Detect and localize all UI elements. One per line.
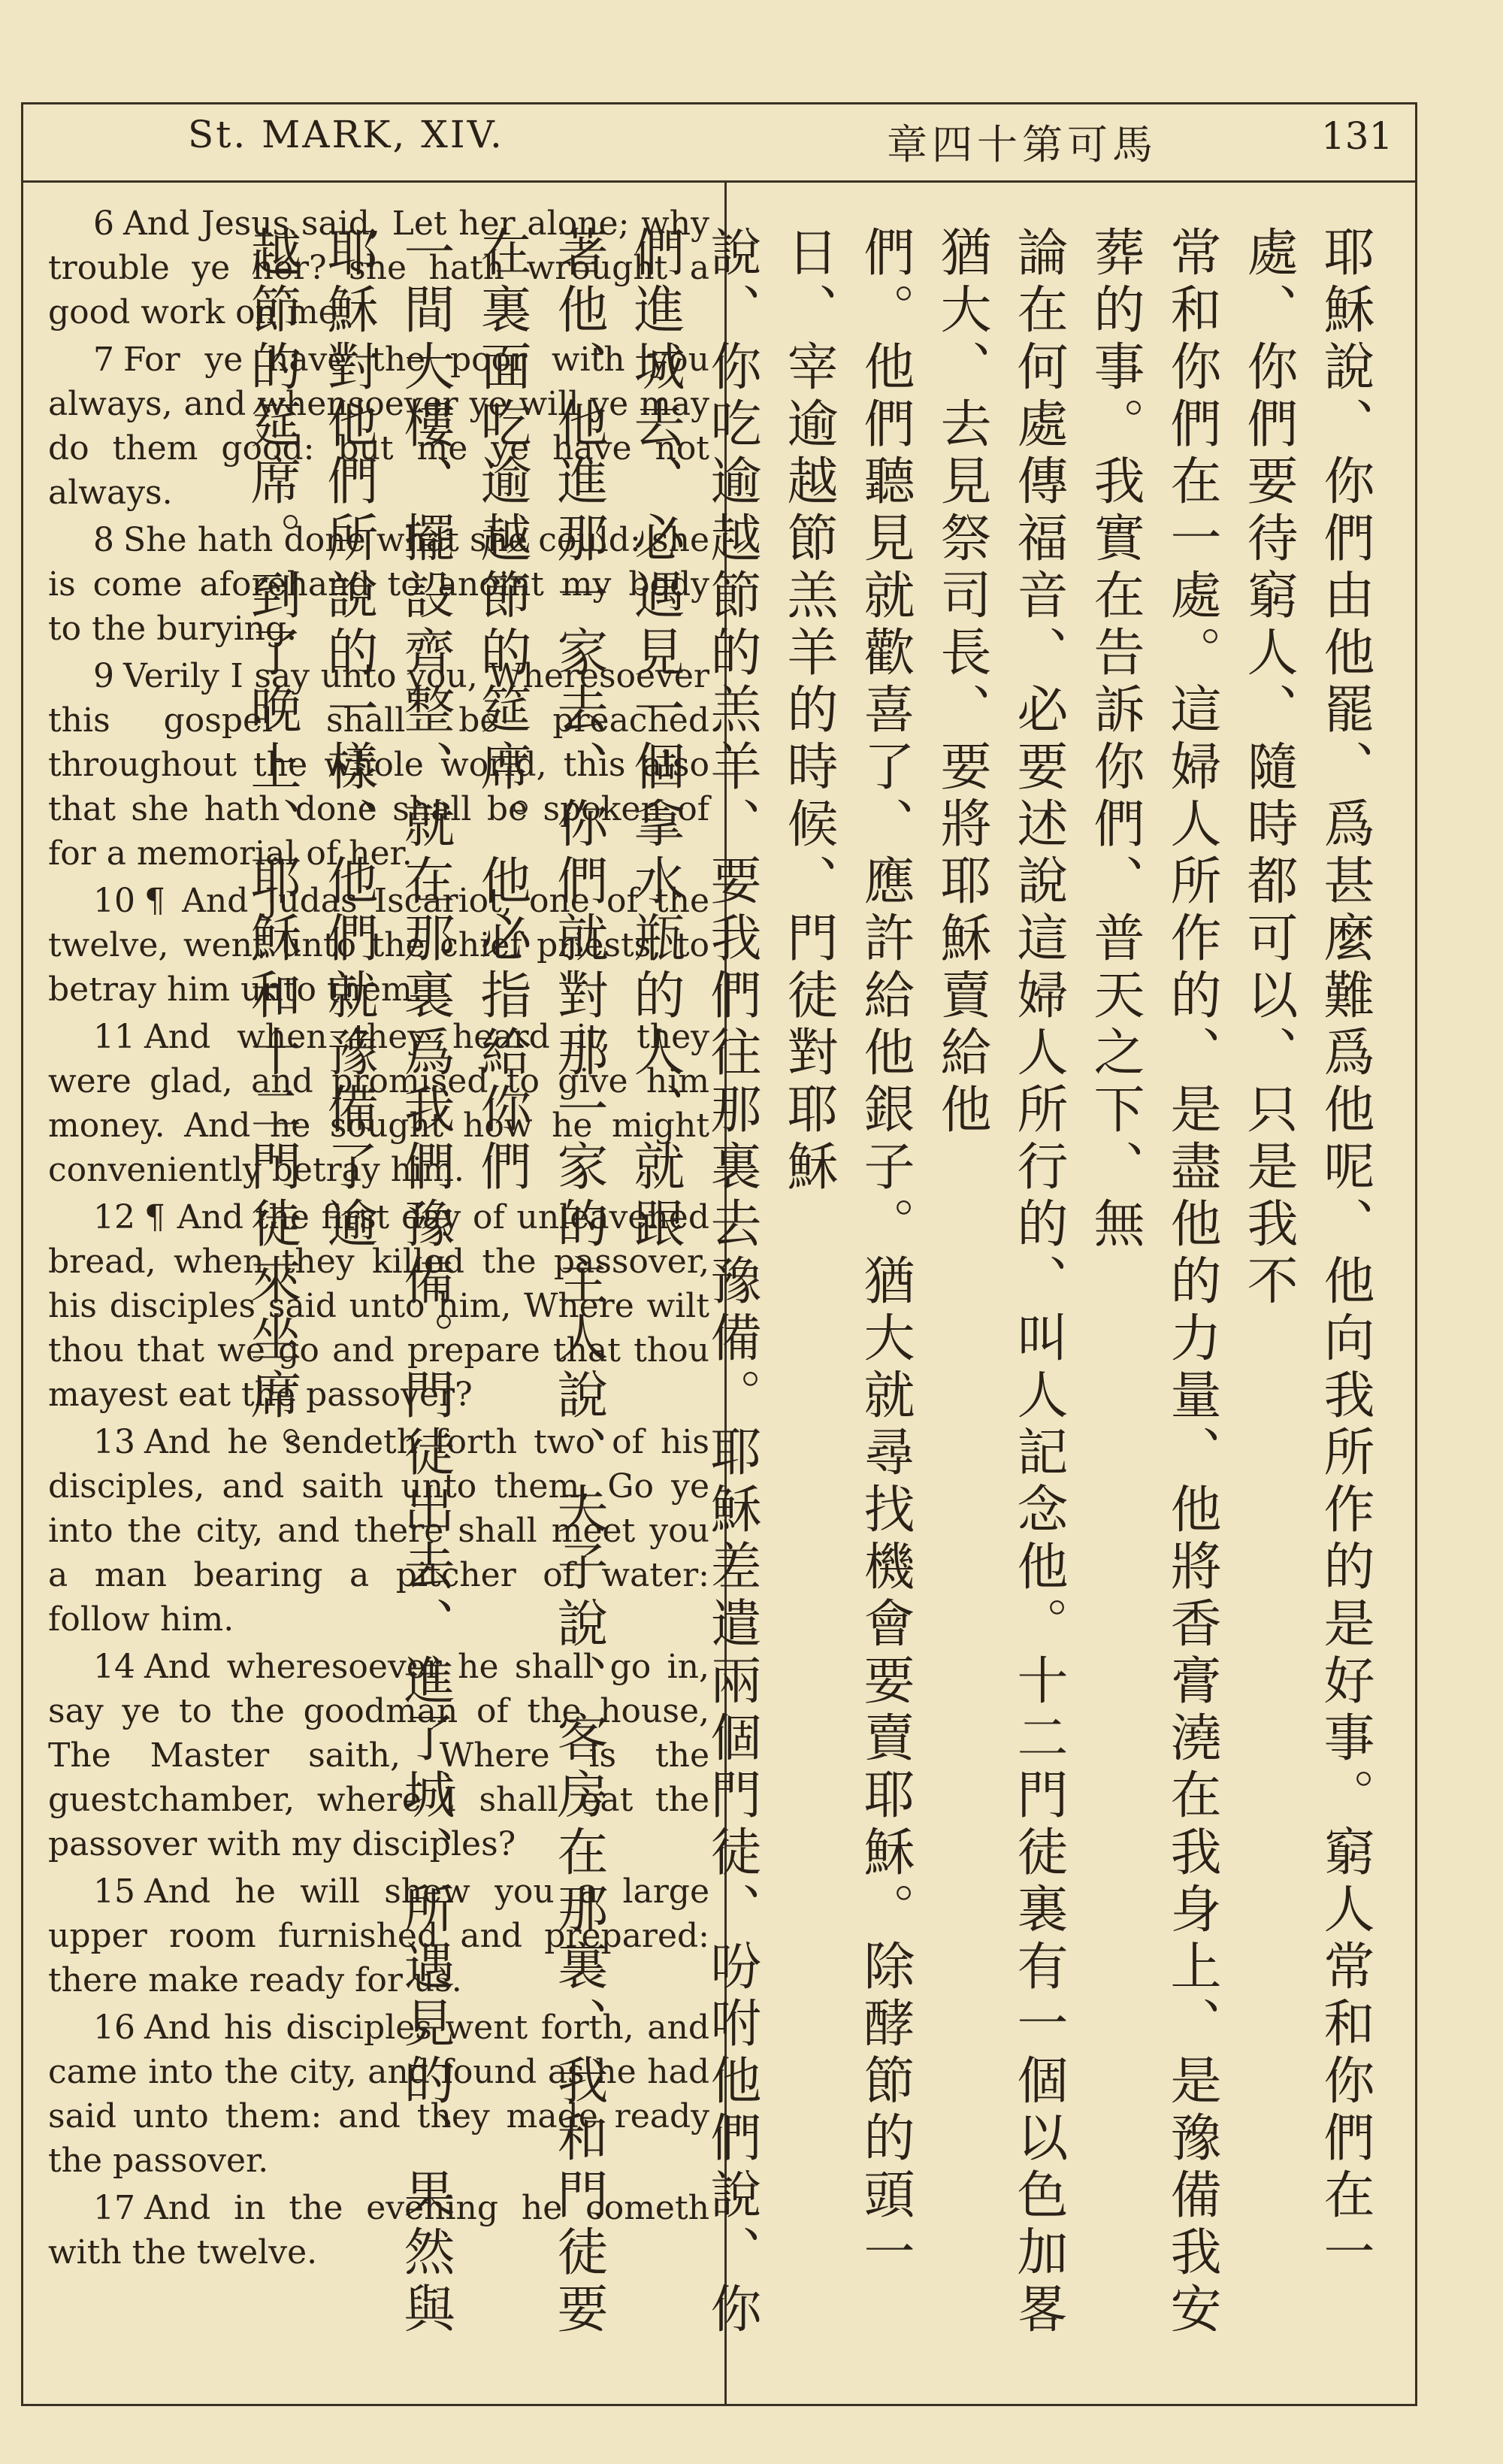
chinese-line: 一間大樓、擺設齊整、就在那裏爲我們豫備。門徒出去、進了城、所遇見的、果然與耶穌對他們所說的一樣、他們就豫備了逾 bbox=[319, 226, 455, 2339]
verse-text: And he sendeth forth two of his disciples, and saith unto them, Go ye into the city, and there shall meet you a man bearing a pitcher of water: follow him. bbox=[48, 1423, 709, 1639]
verse-text: And wheresoever he shall go in, say ye to the goodman of the house, The Master saith, Where is the guestchamber, where I shall eat the passover with my disciples? bbox=[48, 1648, 709, 1863]
verse-text: ¶ And Judas Iscariot, one of the twelve, went unto the chief priests, to betray him unto them. bbox=[48, 882, 709, 1009]
header-rule bbox=[21, 180, 1417, 183]
chinese-chapter-title: 章四十第可馬 bbox=[887, 121, 1157, 168]
verse-number: 9 bbox=[93, 657, 114, 695]
verse-text: Verily I say unto you, Wheresoever this gospel shall be preached throughout the whole world, this also that she hath done shall be spoken of for a memorial of her. bbox=[48, 657, 709, 873]
verse-number: 12 bbox=[93, 1198, 135, 1237]
verse-text: And he will shew you a large upper room furnished and prepared: there make ready for us. bbox=[48, 1872, 709, 1999]
chinese-line: 著他、他進那一家去、你們就對那一家的主人說、夫子說、客房在那裏、我和門徒要在裏面吃逾越節的筵席。他必指給你們 bbox=[472, 226, 608, 2339]
page-number: 131 bbox=[1321, 114, 1393, 158]
verse-text: And Jesus said, Let her alone; why trouble ye her? she hath wrought a good work on me. bbox=[48, 204, 709, 331]
verse-number: 11 bbox=[93, 1018, 135, 1056]
running-head: St. MARK, XIV. bbox=[188, 113, 504, 156]
verse-number: 10 bbox=[93, 882, 135, 920]
chinese-line: 們。他們聽見就歡喜了、應許給他銀子。猶大就尋找機會要賣耶穌。除酵節的頭一日、宰逾越節羔羊的時候、門徒對耶穌 bbox=[779, 226, 915, 2282]
verse-text: And when they heard it, they were glad, and promised to give him money. And he sought how he might conveniently betray him. bbox=[48, 1018, 709, 1189]
verse-text: ¶ And the first day of unleavened bread, when they killed the passover, his disciples said unto him, Where wilt thou that we go and prepare that thou mayest eat the passover? bbox=[48, 1198, 709, 1414]
chinese-line: 說、你吃逾越節的羔羊、要我們往那裏去豫備。耶穌差遣兩個門徒、吩咐他們說、你們進城去、必遇見一個拿水瓶的人、就跟 bbox=[625, 226, 761, 2339]
verse-text: And in the evening he cometh with the twelve. bbox=[48, 2189, 709, 2272]
verse-number: 6 bbox=[93, 204, 114, 243]
chinese-line: 常和你們在一處。這婦人所作的、是盡他的力量、他將香膏澆在我身上、是豫備我安葬的事。我實在告訴你們、普天之下、無 bbox=[1085, 226, 1221, 2339]
verse-text: She hath done what she could: she is come aforehand to anoint my body to the burying. bbox=[48, 521, 709, 648]
verse-number: 17 bbox=[93, 2189, 135, 2227]
chinese-line: 越節的筵席。到了晚上、耶穌和十二門徒來坐席。 bbox=[242, 226, 301, 1482]
verse-number: 7 bbox=[93, 341, 114, 379]
verse-text: For ye have the poor with you always, and whensoever ye will ye may do them good: but me ye have not always. bbox=[48, 341, 709, 512]
chinese-line: 耶穌說、你們由他罷、爲甚麼難爲他呢、他向我所作的是好事。窮人常和你們在一處、你們要待窮人、隨時都可以、只是我不 bbox=[1238, 226, 1374, 2282]
chinese-line: 論在何處傳福音、必要述說這婦人所行的、叫人記念他。十二門徒裏有一個以色加畧猶大、去見祭司長、要將耶穌賣給他 bbox=[932, 226, 1068, 2339]
verse-number: 15 bbox=[93, 1872, 135, 1911]
verse-number: 13 bbox=[93, 1423, 135, 1461]
verse-number: 8 bbox=[93, 521, 114, 559]
verse-text: And his disciples went forth, and came into the city, and found as he had said unto them: and they made ready the passover. bbox=[48, 2008, 709, 2180]
verse-number: 16 bbox=[93, 2008, 135, 2047]
verse-number: 14 bbox=[93, 1648, 135, 1686]
